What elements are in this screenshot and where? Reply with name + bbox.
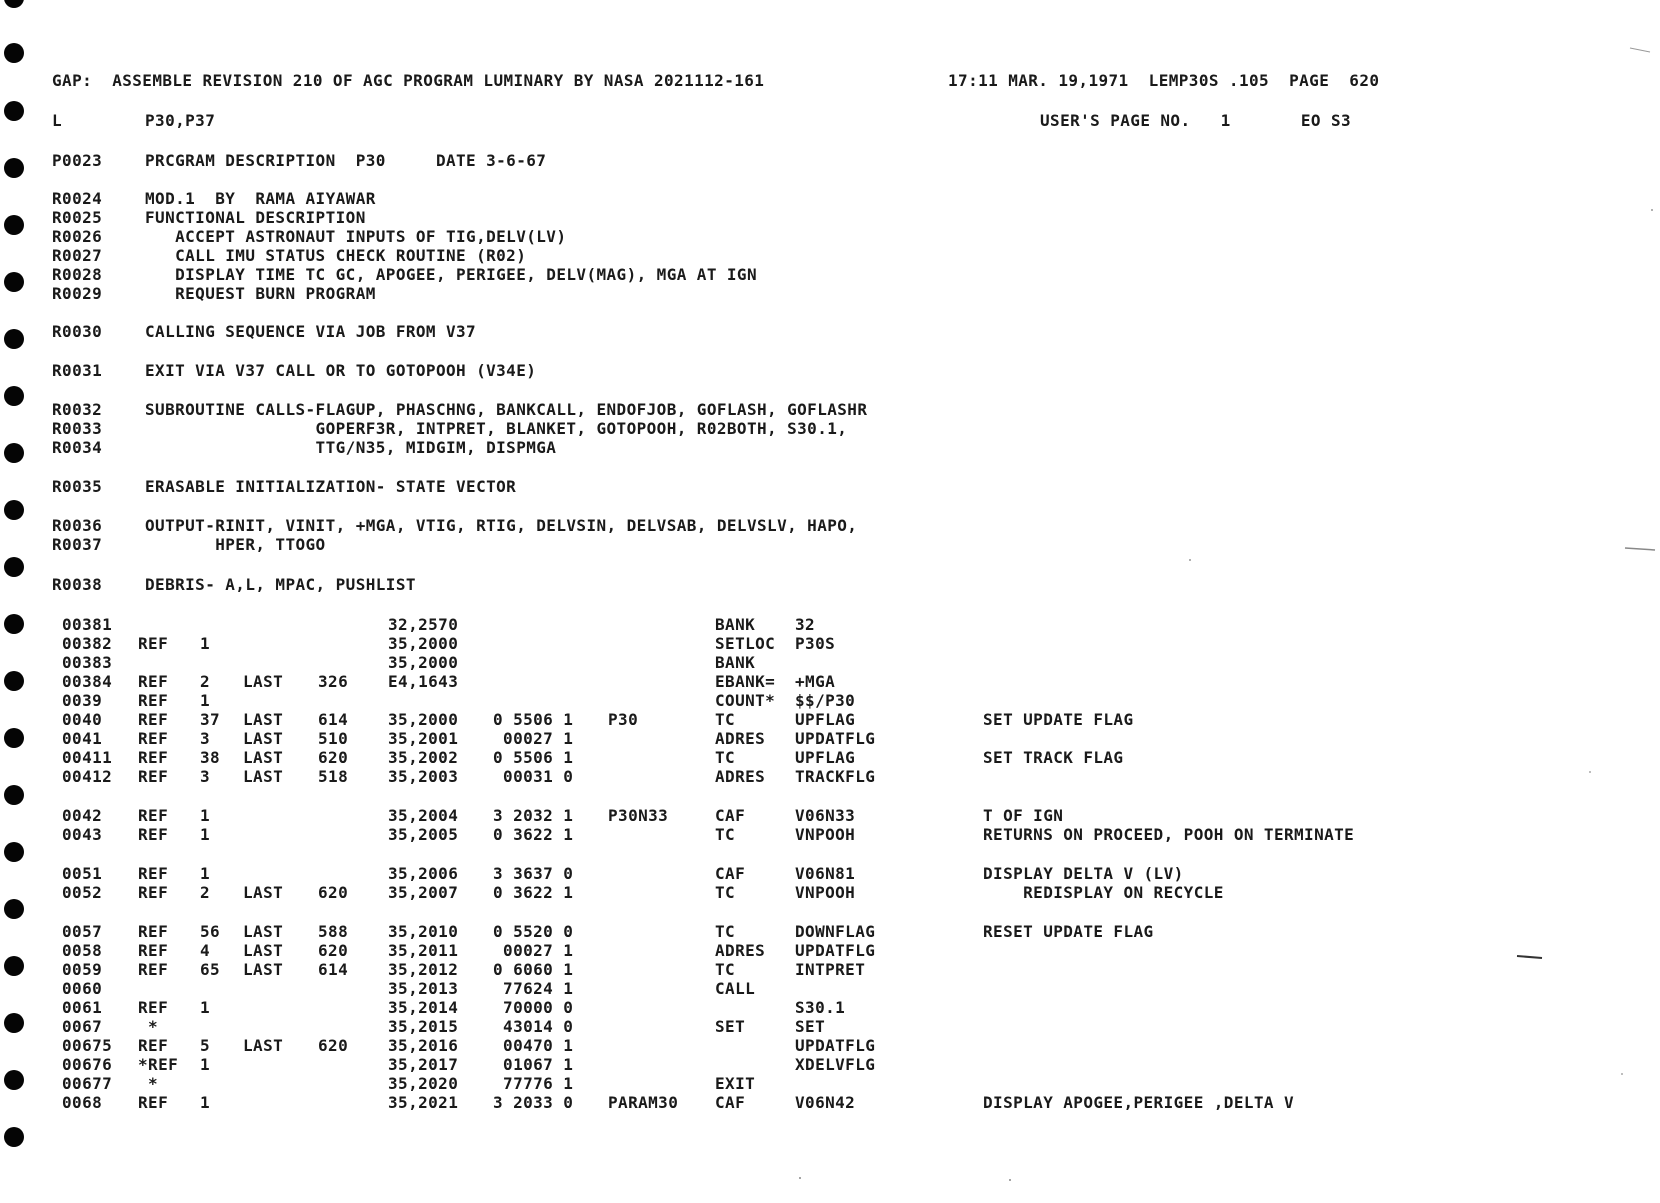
- listing-line-number: 0057: [62, 922, 103, 941]
- listing-opcode: TC: [715, 883, 736, 902]
- listing-ref-count: 4: [200, 941, 211, 960]
- listing-ref-count: 38: [200, 748, 221, 767]
- listing-operand: UPDATFLG: [795, 941, 876, 960]
- listing-operand: V06N42: [795, 1093, 856, 1112]
- listing-address: 35,2016: [388, 1036, 459, 1055]
- listing-octal: 77776 1: [493, 1074, 574, 1093]
- listing-last-page: 326: [318, 672, 349, 691]
- listing-address: 35,2013: [388, 979, 459, 998]
- description-line-id: R0032: [52, 400, 103, 419]
- listing-operand: UPFLAG: [795, 710, 856, 729]
- listing-opcode: EXIT: [715, 1074, 756, 1093]
- listing-ref-count: 1: [200, 691, 211, 710]
- listing-last-page: 620: [318, 748, 349, 767]
- description-line-text: EXIT VIA V37 CALL OR TO GOTOPOOH (V34E): [145, 361, 537, 380]
- listing-ref: *REF: [138, 1055, 179, 1074]
- description-line-text: ACCEPT ASTRONAUT INPUTS OF TIG,DELV(LV): [145, 227, 567, 246]
- listing-comment: DISPLAY APOGEE,PERIGEE ,DELTA V: [983, 1093, 1295, 1112]
- listing-address: E4,1643: [388, 672, 459, 691]
- listing-address: 35,2014: [388, 998, 459, 1017]
- listing-opcode: CAF: [715, 864, 746, 883]
- listing-ref: REF: [138, 691, 169, 710]
- description-line-id: R0034: [52, 438, 103, 457]
- header-listing-type: L: [52, 111, 63, 130]
- listing-line-number: 0060: [62, 979, 103, 998]
- listing-octal: 0 3622 1: [493, 883, 574, 902]
- listing-octal: 3 3637 0: [493, 864, 574, 883]
- header-program-names: P30,P37: [145, 111, 216, 130]
- listing-opcode: TC: [715, 748, 736, 767]
- listing-ref-count: 1: [200, 1055, 211, 1074]
- description-line-text: GOPERF3R, INTPRET, BLANKET, GOTOPOOH, R02BOTH, S30.1,: [145, 419, 848, 438]
- listing-opcode: TC: [715, 710, 736, 729]
- listing-operand: XDELVFLG: [795, 1055, 876, 1074]
- description-line-id: R0031: [52, 361, 103, 380]
- listing-operand: +MGA: [795, 672, 836, 691]
- listing-opcode: BANK: [715, 653, 756, 672]
- listing-operand: UPDATFLG: [795, 1036, 876, 1055]
- listing-operand: P30S: [795, 634, 836, 653]
- listing-opcode: EBANK=: [715, 672, 776, 691]
- description-line-text: SUBROUTINE CALLS-FLAGUP, PHASCHNG, BANKCALL, ENDOFJOB, GOFLASH, GOFLASHR: [145, 400, 868, 419]
- listing-comment: RESET UPDATE FLAG: [983, 922, 1154, 941]
- listing-last: LAST: [243, 1036, 284, 1055]
- listing-opcode: BANK: [715, 615, 756, 634]
- description-line-id: R0038: [52, 575, 103, 594]
- listing-ref: REF: [138, 1036, 169, 1055]
- listing-line-number: 0052: [62, 883, 103, 902]
- listing-last: LAST: [243, 729, 284, 748]
- listing-operand: S30.1: [795, 998, 846, 1017]
- listing-operand: VNPOOH: [795, 825, 856, 844]
- listing-ref-count: 1: [200, 634, 211, 653]
- description-line-id: R0028: [52, 265, 103, 284]
- description-line-text: FUNCTIONAL DESCRIPTION: [145, 208, 366, 227]
- listing-line-number: 00412: [62, 767, 113, 786]
- listing-octal: 0 5506 1: [493, 748, 574, 767]
- listing-opcode: SETLOC: [715, 634, 776, 653]
- listing-operand: UPFLAG: [795, 748, 856, 767]
- listing-address: 35,2000: [388, 653, 459, 672]
- listing-last-page: 588: [318, 922, 349, 941]
- listing-operand: INTPRET: [795, 960, 866, 979]
- listing-last-page: 614: [318, 710, 349, 729]
- header-user-page: USER'S PAGE NO. 1 EO S3: [1040, 111, 1352, 130]
- listing-line-number: 00384: [62, 672, 113, 691]
- listing-ref: REF: [138, 729, 169, 748]
- listing-opcode: TC: [715, 922, 736, 941]
- listing-last: LAST: [243, 710, 284, 729]
- listing-ref-count: 56: [200, 922, 221, 941]
- listing-last: LAST: [243, 672, 284, 691]
- listing-line-number: 00675: [62, 1036, 113, 1055]
- listing-operand: V06N81: [795, 864, 856, 883]
- listing-line-number: 0067: [62, 1017, 103, 1036]
- listing-comment: SET UPDATE FLAG: [983, 710, 1134, 729]
- listing-ref: REF: [138, 634, 169, 653]
- listing-address: 35,2001: [388, 729, 459, 748]
- listing-last-page: 518: [318, 767, 349, 786]
- listing-octal: 00470 1: [493, 1036, 574, 1055]
- listing-operand: 32: [795, 615, 816, 634]
- listing-last: LAST: [243, 883, 284, 902]
- listing-ref: REF: [138, 941, 169, 960]
- listing-line-number: 0051: [62, 864, 103, 883]
- listing-line-number: 0043: [62, 825, 103, 844]
- listing-last: LAST: [243, 767, 284, 786]
- listing-operand: SET: [795, 1017, 826, 1036]
- header-date-page: 17:11 MAR. 19,1971 LEMP30S .105 PAGE 620: [948, 71, 1380, 90]
- listing-octal: 0 5520 0: [493, 922, 574, 941]
- listing-address: 35,2006: [388, 864, 459, 883]
- description-line-id: R0029: [52, 284, 103, 303]
- listing-last-page: 614: [318, 960, 349, 979]
- listing-comment: REDISPLAY ON RECYCLE: [983, 883, 1224, 902]
- listing-opcode: ADRES: [715, 941, 766, 960]
- listing-line-number: 00677: [62, 1074, 113, 1093]
- listing-ref-count: 1: [200, 806, 211, 825]
- description-line-text: CALLING SEQUENCE VIA JOB FROM V37: [145, 322, 477, 341]
- listing-ref: REF: [138, 748, 169, 767]
- description-line-id: R0036: [52, 516, 103, 535]
- listing-address: 35,2003: [388, 767, 459, 786]
- listing-ref: *: [138, 1017, 159, 1036]
- description-line-id: R0024: [52, 189, 103, 208]
- listing-operand: V06N33: [795, 806, 856, 825]
- listing-comment: DISPLAY DELTA V (LV): [983, 864, 1184, 883]
- listing-octal: 00031 0: [493, 767, 574, 786]
- listing-opcode: SET: [715, 1017, 746, 1036]
- listing-last-page: 510: [318, 729, 349, 748]
- listing-ref-count: 1: [200, 998, 211, 1017]
- listing-address: 35,2005: [388, 825, 459, 844]
- listing-label: PARAM30: [608, 1093, 679, 1112]
- listing-label: P30: [608, 710, 639, 729]
- listing-octal: 0 6060 1: [493, 960, 574, 979]
- listing-ref-count: 5: [200, 1036, 211, 1055]
- listing-opcode: TC: [715, 960, 736, 979]
- listing-opcode: ADRES: [715, 729, 766, 748]
- listing-ref: REF: [138, 960, 169, 979]
- listing-octal: 43014 0: [493, 1017, 574, 1036]
- description-line-id: R0026: [52, 227, 103, 246]
- listing-ref-count: 3: [200, 729, 211, 748]
- listing-octal: 77624 1: [493, 979, 574, 998]
- header-title: GAP: ASSEMBLE REVISION 210 OF AGC PROGRAM LUMINARY BY NASA 2021112-161: [52, 71, 765, 90]
- listing-opcode: ADRES: [715, 767, 766, 786]
- description-line-text: DEBRIS- A,L, MPAC, PUSHLIST: [145, 575, 416, 594]
- listing-operand: DOWNFLAG: [795, 922, 876, 941]
- listing-line-number: 0061: [62, 998, 103, 1017]
- listing-ref: REF: [138, 864, 169, 883]
- listing-opcode: CAF: [715, 806, 746, 825]
- listing-line-number: 0042: [62, 806, 103, 825]
- listing-last-page: 620: [318, 941, 349, 960]
- listing-address: 35,2002: [388, 748, 459, 767]
- listing-line-number: 0059: [62, 960, 103, 979]
- listing-address: 35,2020: [388, 1074, 459, 1093]
- listing-address: 35,2012: [388, 960, 459, 979]
- listing-line-number: 00382: [62, 634, 113, 653]
- listing-line-number: 0040: [62, 710, 103, 729]
- listing-opcode: COUNT*: [715, 691, 776, 710]
- listing-address: 35,2007: [388, 883, 459, 902]
- description-line-text: ERASABLE INITIALIZATION- STATE VECTOR: [145, 477, 517, 496]
- listing-line-number: 00381: [62, 615, 113, 634]
- listing-address: 35,2011: [388, 941, 459, 960]
- listing-ref: REF: [138, 767, 169, 786]
- description-line-text: PRCGRAM DESCRIPTION P30 DATE 3-6-67: [145, 151, 547, 170]
- listing-address: 35,2000: [388, 634, 459, 653]
- listing-last-page: 620: [318, 1036, 349, 1055]
- listing-line-number: 00383: [62, 653, 113, 672]
- listing-comment: T OF IGN: [983, 806, 1064, 825]
- description-line-text: DISPLAY TIME TC GC, APOGEE, PERIGEE, DELV(MAG), MGA AT IGN: [145, 265, 758, 284]
- description-line-id: R0025: [52, 208, 103, 227]
- listing-ref-count: 1: [200, 825, 211, 844]
- listing-ref: REF: [138, 998, 169, 1017]
- description-line-id: P0023: [52, 151, 103, 170]
- description-line-text: MOD.1 BY RAMA AIYAWAR: [145, 189, 376, 208]
- listing-ref-count: 1: [200, 864, 211, 883]
- listing-line-number: 0041: [62, 729, 103, 748]
- listing-last: LAST: [243, 960, 284, 979]
- listing-ref-count: 2: [200, 672, 211, 691]
- listing-octal: 3 2032 1: [493, 806, 574, 825]
- listing-ref: REF: [138, 806, 169, 825]
- description-line-id: R0027: [52, 246, 103, 265]
- listing-operand: UPDATFLG: [795, 729, 876, 748]
- listing-ref: REF: [138, 883, 169, 902]
- listing-ref: REF: [138, 710, 169, 729]
- listing-address: 35,2015: [388, 1017, 459, 1036]
- listing-octal: 00027 1: [493, 941, 574, 960]
- description-line-text: REQUEST BURN PROGRAM: [145, 284, 376, 303]
- listing-operand: $$/P30: [795, 691, 856, 710]
- listing-opcode: TC: [715, 825, 736, 844]
- listing-octal: 0 5506 1: [493, 710, 574, 729]
- listing-line-number: 0058: [62, 941, 103, 960]
- listing-octal: 00027 1: [493, 729, 574, 748]
- listing-ref: REF: [138, 922, 169, 941]
- description-line-text: TTG/N35, MIDGIM, DISPMGA: [145, 438, 557, 457]
- listing-line-number: 00411: [62, 748, 113, 767]
- listing-address: 35,2021: [388, 1093, 459, 1112]
- listing-ref-count: 37: [200, 710, 221, 729]
- listing-address: 35,2017: [388, 1055, 459, 1074]
- listing-ref: REF: [138, 1093, 169, 1112]
- listing-comment: SET TRACK FLAG: [983, 748, 1124, 767]
- listing-address: 32,2570: [388, 615, 459, 634]
- description-line-text: HPER, TTOGO: [145, 535, 326, 554]
- listing-octal: 0 3622 1: [493, 825, 574, 844]
- listing-ref: *: [138, 1074, 159, 1093]
- listing-operand: VNPOOH: [795, 883, 856, 902]
- description-line-id: R0033: [52, 419, 103, 438]
- listing-ref-count: 2: [200, 883, 211, 902]
- listing-line-number: 0068: [62, 1093, 103, 1112]
- listing-address: 35,2000: [388, 710, 459, 729]
- listing-address: 35,2010: [388, 922, 459, 941]
- listing-ref-count: 65: [200, 960, 221, 979]
- listing-label: P30N33: [608, 806, 669, 825]
- listing-ref: REF: [138, 825, 169, 844]
- listing-last-page: 620: [318, 883, 349, 902]
- listing-opcode: CALL: [715, 979, 756, 998]
- listing-line-number: 0039: [62, 691, 103, 710]
- listing-comment: RETURNS ON PROCEED, POOH ON TERMINATE: [983, 825, 1355, 844]
- listing-operand: TRACKFLG: [795, 767, 876, 786]
- description-line-text: CALL IMU STATUS CHECK ROUTINE (R02): [145, 246, 527, 265]
- listing-octal: 01067 1: [493, 1055, 574, 1074]
- description-line-id: R0035: [52, 477, 103, 496]
- description-line-text: OUTPUT-RINIT, VINIT, +MGA, VTIG, RTIG, DELVSIN, DELVSAB, DELVSLV, HAPO,: [145, 516, 858, 535]
- listing-ref-count: 3: [200, 767, 211, 786]
- description-line-id: R0030: [52, 322, 103, 341]
- listing-ref: REF: [138, 672, 169, 691]
- listing-opcode: CAF: [715, 1093, 746, 1112]
- listing-last: LAST: [243, 922, 284, 941]
- listing-line-number: 00676: [62, 1055, 113, 1074]
- listing-last: LAST: [243, 941, 284, 960]
- listing-address: 35,2004: [388, 806, 459, 825]
- listing-ref-count: 1: [200, 1093, 211, 1112]
- listing-octal: 70000 0: [493, 998, 574, 1017]
- description-line-id: R0037: [52, 535, 103, 554]
- listing-octal: 3 2033 0: [493, 1093, 574, 1112]
- listing-last: LAST: [243, 748, 284, 767]
